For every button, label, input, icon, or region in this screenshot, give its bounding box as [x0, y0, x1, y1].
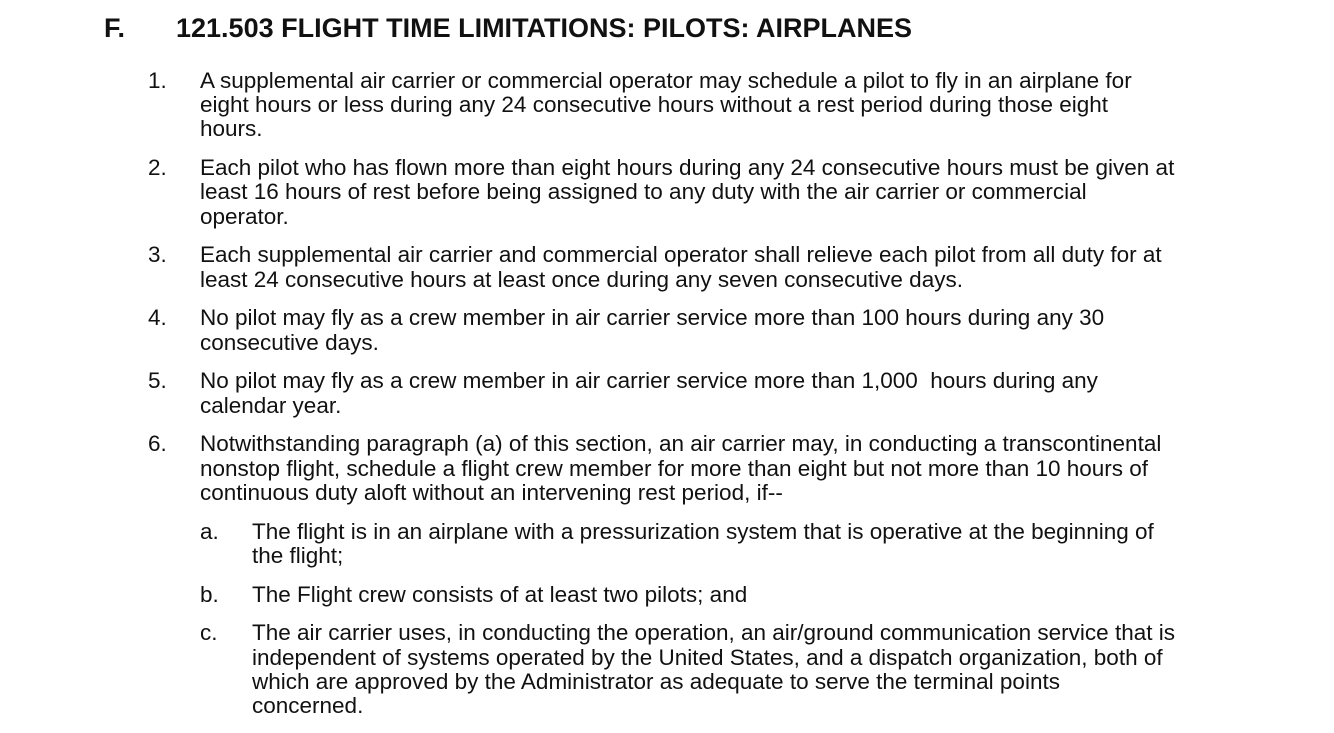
subitem-letter: c.	[200, 620, 218, 646]
item-number: 1.	[148, 68, 167, 93]
item-number: 5.	[148, 368, 167, 394]
text-line: consecutive days.	[200, 329, 379, 355]
item-text	[200, 306, 1248, 354]
item-number: 6.	[148, 431, 167, 457]
section-letter: F.	[104, 13, 126, 43]
text-line: Each pilot who has flown more than eight hours during any 24 consecutive hours must be given at	[200, 155, 1175, 181]
subitem-text	[252, 520, 1248, 568]
item-text	[200, 243, 1248, 291]
list-item	[148, 369, 1248, 417]
text-line: The Flight crew consists of at least two pilots; and	[252, 581, 748, 607]
text-line: nonstop flight, schedule a flight crew member for more than eight but not more than 10 hours of	[200, 455, 1149, 481]
text-line: The flight is in an airplane with a pressurization system that is operative at the beginning of	[252, 518, 1154, 544]
item-text	[200, 432, 1248, 505]
item-text	[200, 69, 1248, 142]
text-line: the flight;	[252, 542, 344, 568]
sublist-item	[200, 520, 1248, 568]
list-item	[148, 432, 1248, 505]
subitem-letter: a.	[200, 518, 219, 544]
text-line: operator.	[200, 203, 289, 229]
list-item	[148, 156, 1248, 229]
text-line: Each supplemental air carrier and commercial operator shall relieve each pilot from all duty for at	[200, 242, 1162, 268]
subitem-text	[252, 583, 1248, 607]
list-item	[148, 243, 1248, 291]
text-line: calendar year.	[200, 392, 342, 418]
item-text	[200, 156, 1248, 229]
text-line: concerned.	[252, 693, 364, 719]
text-line: least 16 hours of rest before being assigned to any duty with the air carrier or commercial	[200, 179, 1087, 205]
subitem-text	[252, 621, 1248, 718]
list-item	[148, 306, 1248, 354]
sublist-item	[200, 621, 1248, 718]
item-number: 4.	[148, 305, 167, 331]
text-line: No pilot may fly as a crew member in air carrier service more than 1,000 hours during any	[200, 368, 1098, 394]
item-number: 3.	[148, 242, 167, 268]
text-line: which are approved by the Administrator as adequate to serve the terminal points	[252, 668, 1060, 694]
item-text	[200, 369, 1248, 417]
list-item	[148, 69, 1248, 142]
text-line: hours.	[200, 116, 263, 142]
text-line: continuous duty aloft without an intervening rest period, if--	[200, 479, 783, 505]
subitem-letter: b.	[200, 581, 219, 607]
item-number: 2.	[148, 155, 167, 181]
text-line: Notwithstanding paragraph (a) of this section, an air carrier may, in conducting a transcontinental	[200, 431, 1162, 457]
section-heading	[104, 12, 912, 44]
text-line: The air carrier uses, in conducting the operation, an air/ground communication service that is	[252, 620, 1175, 646]
text-line: No pilot may fly as a crew member in air carrier service more than 100 hours during any 30	[200, 305, 1105, 331]
section-title: 121.503 FLIGHT TIME LIMITATIONS: PILOTS: AIRPLANES	[176, 13, 913, 43]
lettered-sublist	[200, 520, 1248, 719]
text-line: eight hours or less during any 24 consecutive hours without a rest period during those eight	[200, 92, 1109, 118]
text-line: independent of systems operated by the United States, and a dispatch organization, both of	[252, 644, 1163, 670]
sublist-item	[200, 583, 1248, 607]
text-line: least 24 consecutive hours at least once during any seven consecutive days.	[200, 266, 963, 292]
numbered-list	[148, 69, 1248, 733]
text-line: A supplemental air carrier or commercial operator may schedule a pilot to fly in an airplane for	[200, 68, 1132, 93]
